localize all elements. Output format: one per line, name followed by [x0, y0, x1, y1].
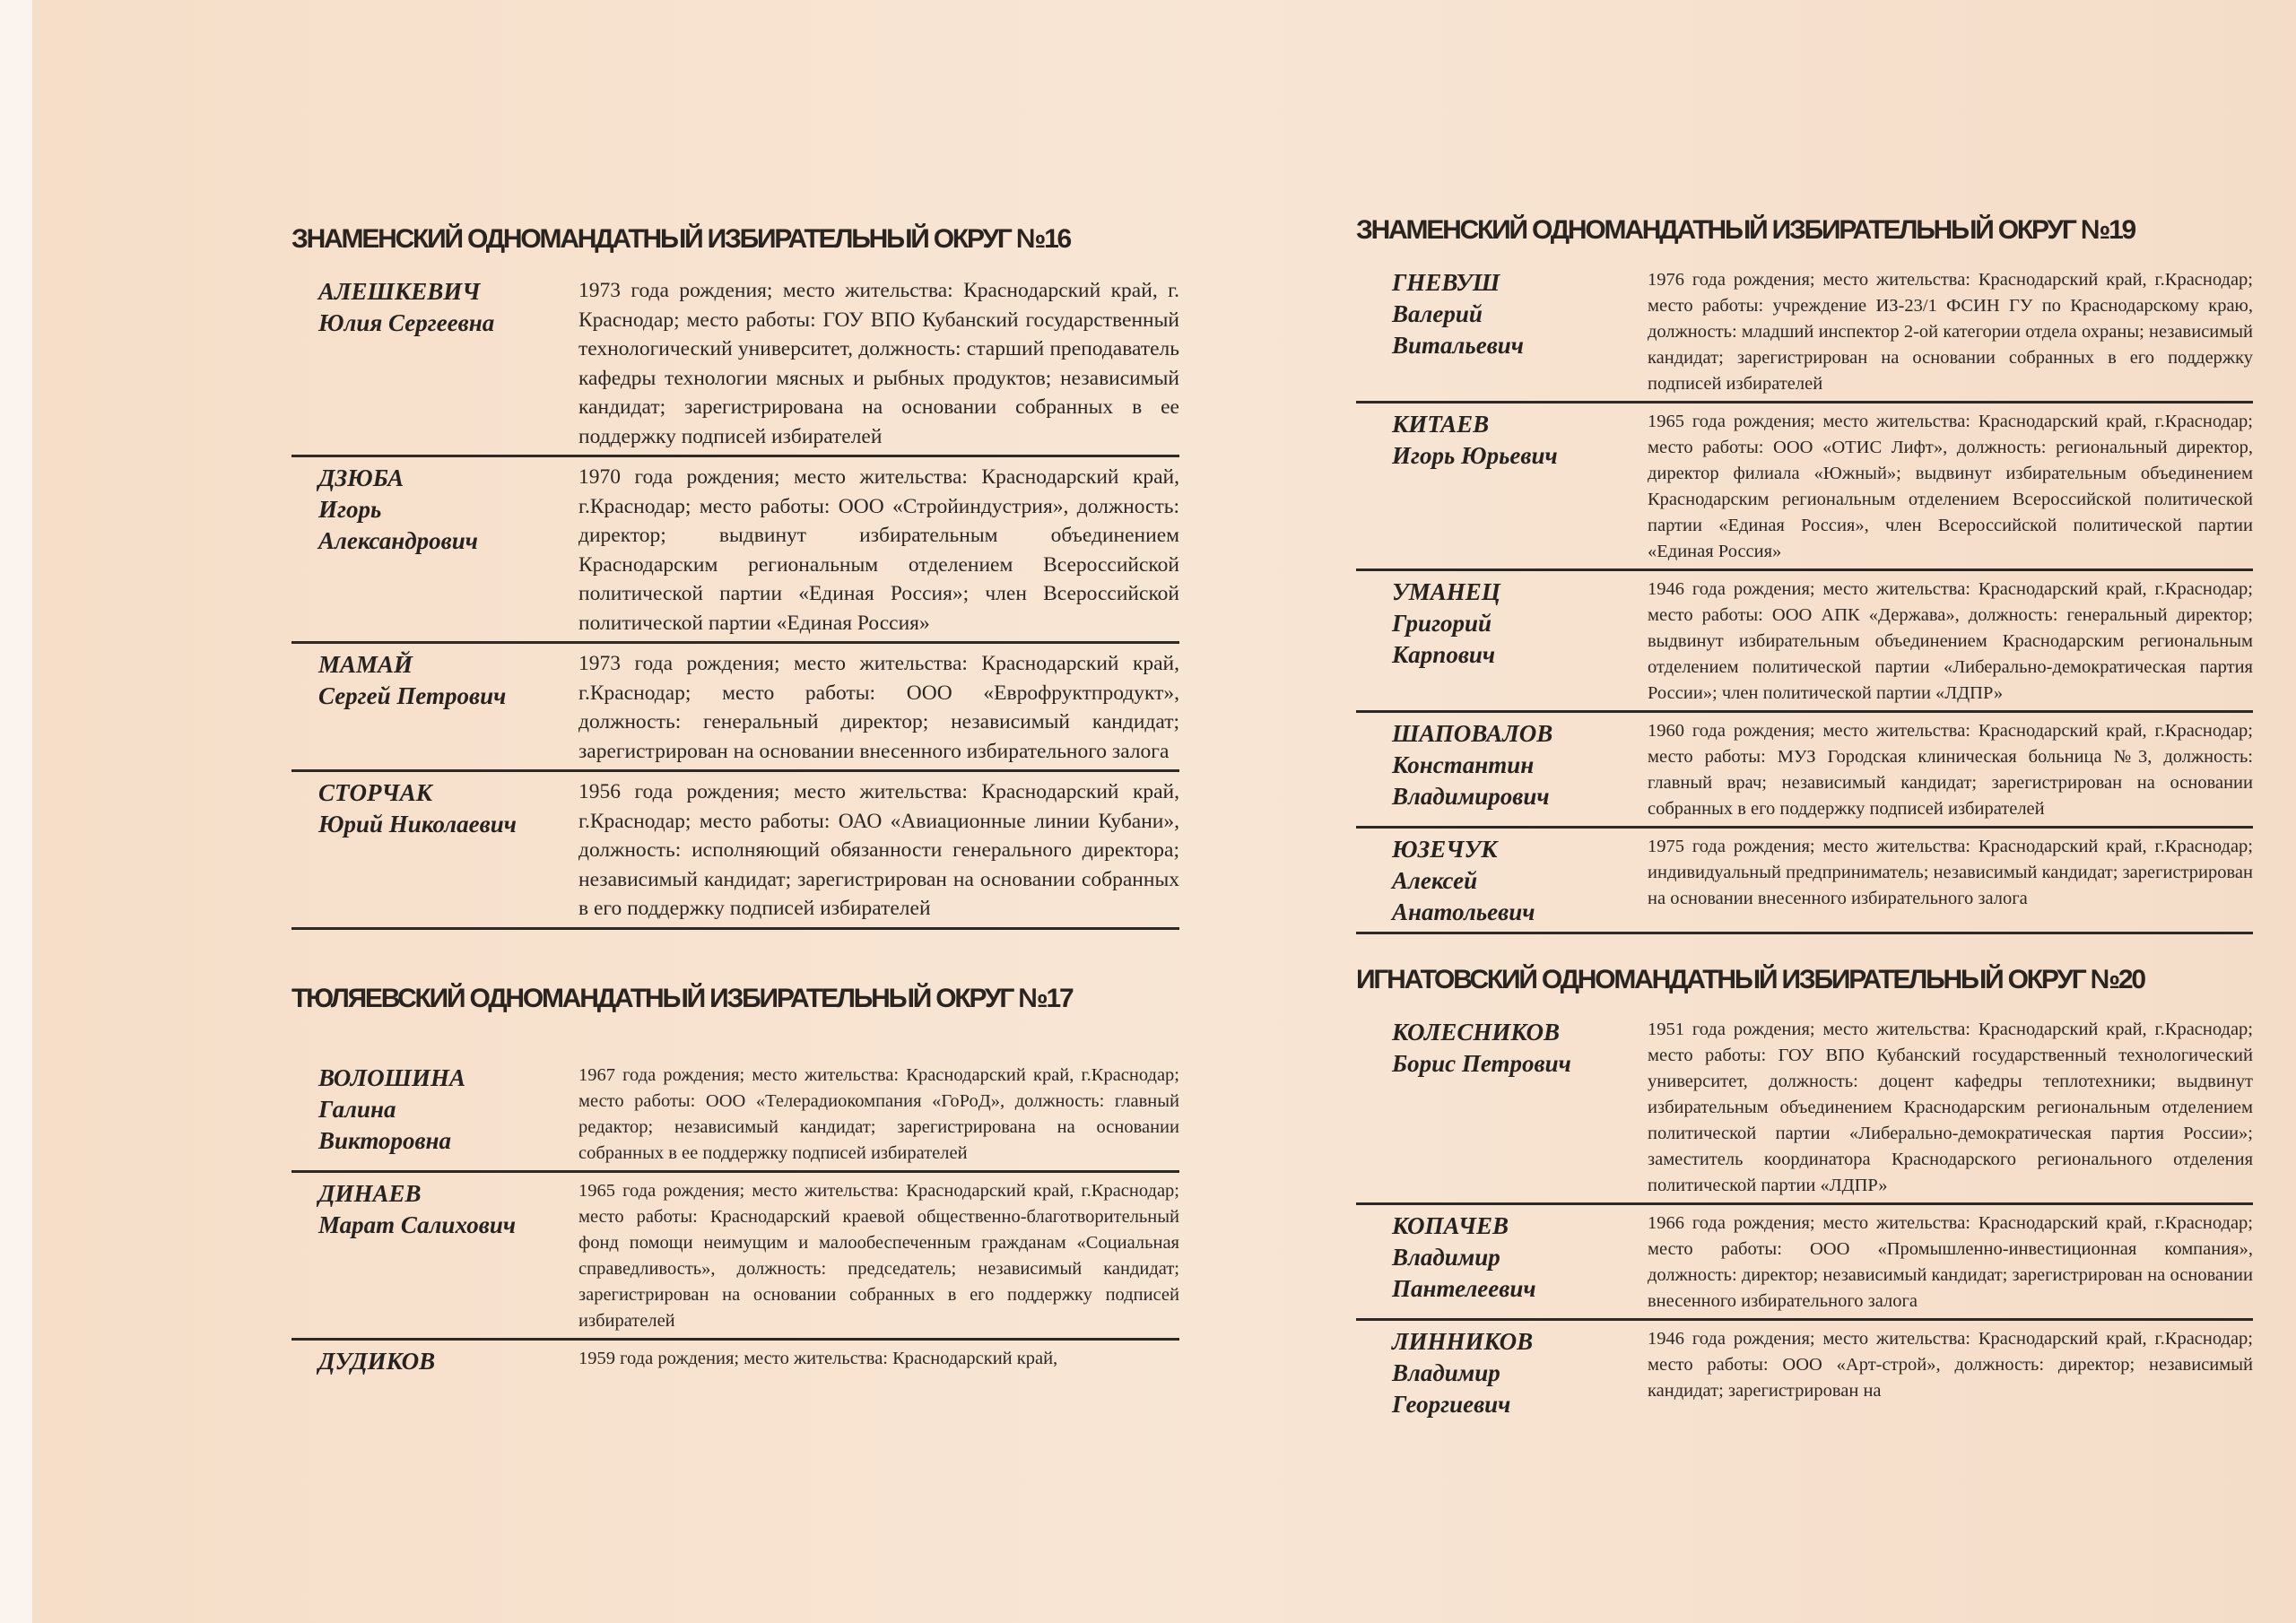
section-gap	[1356, 934, 2253, 965]
candidate-patronymic: Пантелеевич	[1392, 1275, 1536, 1302]
candidate-surname: ШАПОВАЛОВ	[1392, 720, 1553, 747]
candidate-given-name: Константин	[1392, 751, 1535, 778]
candidate-entry	[291, 772, 1179, 930]
candidate-entry	[1356, 829, 2253, 934]
candidate-given-name: Владимир	[1392, 1359, 1500, 1386]
candidate-given-name: Владимир	[1392, 1244, 1500, 1271]
candidate-given-name: Валерий	[1392, 300, 1483, 327]
candidate-surname: ЮЗЕЧУК	[1392, 836, 1498, 863]
candidate-name	[291, 1346, 578, 1377]
candidate-entry	[291, 1057, 1179, 1173]
candidate-bio: 1946 года рождения; место жительства: Краснодарский край, г.Краснодар; место работы: ООО АПК «Держава», должность: генеральный директор; выдвинут избирательным объединением Краснодарским региональным отделением политической партии «Либерально-демократическая партия России»; член политической партии «ЛДПР»	[1648, 579, 2253, 703]
candidate-surname: ВОЛОШИНА	[318, 1063, 466, 1091]
left-column	[291, 224, 1179, 1381]
candidate-surname: КОЛЕСНИКОВ	[1392, 1019, 1560, 1046]
right-column	[1356, 215, 2253, 1424]
candidate-given-name: Борис Петрович	[1392, 1050, 1571, 1077]
district-16-title: ЗНАМЕНСКИЙ ОДНОМАНДАТНЫЙ ИЗБИРАТЕЛЬНЫЙ ОКРУГ №16	[291, 224, 1071, 254]
candidate-name	[291, 276, 578, 451]
candidate-bio: 1966 года рождения; место жительства: Краснодарский край, г.Краснодар; место работы: ООО «Промышленно-инвестиционная компания», должность: директор; независимый кандидат; зарегистрирован на основании внесенного избирательного залога	[1648, 1213, 2253, 1311]
candidate-bio: 1976 года рождения; место жительства: Краснодарский край, г.Краснодар; место работы: учреждение ИЗ-23/1 ФСИН ГУ по Краснодарскому краю, должность: младший инспектор 2-ой категории отдела охраны; независимый кандидат; зарегистрирован на основании собранных в его поддержку подписей избирателей	[1648, 270, 2253, 394]
candidate-entry	[1356, 1205, 2253, 1321]
candidate-surname: УМАНЕЦ	[1392, 578, 1500, 605]
candidate-entry	[291, 1173, 1179, 1341]
candidate-name	[1356, 1211, 1648, 1315]
candidate-entry	[291, 271, 1179, 457]
candidate-name	[291, 777, 578, 924]
candidate-patronymic: Карпович	[1392, 641, 1496, 668]
candidate-given-name: Юрий Николаевич	[318, 811, 517, 838]
candidate-given-name: Игорь Юрьевич	[1392, 442, 1558, 469]
district-20-title: ИГНАТОВСКИЙ ОДНОМАНДАТНЫЙ ИЗБИРАТЕЛЬНЫЙ ОКРУГ №20	[1356, 965, 2144, 994]
candidate-patronymic: Анатольевич	[1392, 898, 1535, 925]
candidate-given-name: Григорий	[1392, 610, 1492, 637]
candidate-surname: ЛИННИКОВ	[1392, 1328, 1534, 1355]
candidate-entry	[1356, 1011, 2253, 1205]
candidate-name	[1356, 718, 1648, 822]
candidate-patronymic: Георгиевич	[1392, 1391, 1511, 1418]
section-gap	[291, 930, 1179, 984]
candidate-name	[1356, 409, 1648, 565]
candidate-given-name: Игорь	[318, 496, 382, 523]
candidate-given-name: Галина	[318, 1095, 396, 1123]
candidate-surname: ГНЕВУШ	[1392, 269, 1500, 296]
candidate-surname: ДУДИКОВ	[318, 1347, 436, 1375]
candidate-name	[291, 463, 578, 638]
district-17-title: ТЮЛЯЕВСКИЙ ОДНОМАНДАТНЫЙ ИЗБИРАТЕЛЬНЫЙ ОКРУГ №17	[291, 983, 1073, 1013]
candidate-name	[1356, 834, 1648, 928]
candidate-bio: 1973 года рождения; место жительства: Краснодарский край, г. Краснодар; место работы: ГОУ ВПО Кубанский государственный технологический университет, должность: старший преподаватель кафедры технологии мясных и рыбных продуктов; независимый кандидат; зарегистрирована на основании собранных в ее поддержку подписей избирателей	[578, 279, 1179, 448]
candidate-name	[1356, 1017, 1648, 1199]
candidate-surname: АЛЕШКЕВИЧ	[318, 278, 481, 305]
candidate-bio: 1946 года рождения; место жительства: Краснодарский край, г.Краснодар; место работы: ООО «Арт-строй», должность: директор; независимый кандидат; зарегистрирован на	[1648, 1329, 2253, 1401]
candidate-surname: ДЗЮБА	[318, 464, 404, 491]
candidate-name	[1356, 577, 1648, 707]
candidate-entry	[1356, 571, 2253, 713]
district-19-title: ЗНАМЕНСКИЙ ОДНОМАНДАТНЫЙ ИЗБИРАТЕЛЬНЫЙ ОКРУГ №19	[1356, 215, 2135, 245]
candidate-entry	[291, 644, 1179, 772]
candidate-entry	[1356, 1321, 2253, 1424]
candidate-bio: 1965 года рождения; место жительства: Краснодарский край, г.Краснодар; место работы: Краснодарский краевой общественно-благотворительный фонд помощи неимущим и малообеспеченным гражданам «Социальная справедливость», должность: председатель; независимый кандидат; зарегистрирован на основании собранных в его поддержку подписей избирателей	[578, 1180, 1179, 1331]
candidate-name	[1356, 1326, 1648, 1420]
candidate-entry	[291, 1341, 1179, 1381]
candidate-entry	[1356, 404, 2253, 571]
candidate-bio: 1965 года рождения; место жительства: Краснодарский край, г.Краснодар; место работы: ООО «ОТИС Лифт», должность: региональный директор, директор филиала «Южный»; выдвинут избирательным объединением Краснодарским региональным отделением Всероссийской политической партии «Единая Россия», член Всероссийской политической партии «Единая Россия»	[1648, 412, 2253, 561]
candidate-bio: 1951 года рождения; место жительства: Краснодарский край, г.Краснодар; место работы: ГОУ ВПО Кубанский государственный технологический университет, должность: доцент кафедры теплотехники; выдвинут избирательным объединением Краснодарским региональным отделением политической партии «Либерально-демократическая партия России»; заместитель координатора Краснодарского регионального отделения политической партии «ЛДПР»	[1648, 1020, 2253, 1195]
candidate-entry	[291, 457, 1179, 644]
candidate-bio: 1956 года рождения; место жительства: Краснодарский край, г.Краснодар; место работы: ОАО «Авиационные линии Кубани», должность: исполняющий обязанности генерального директора; независимый кандидат; зарегистрирован на основании собранных в его поддержку подписей избирателей	[578, 780, 1179, 920]
candidate-surname: ДИНАЕВ	[318, 1179, 422, 1207]
candidate-surname: СТОРЧАК	[318, 779, 433, 806]
candidate-entry	[1356, 262, 2253, 404]
candidate-entry	[1356, 713, 2253, 829]
candidate-surname: КИТАЕВ	[1392, 411, 1490, 438]
candidate-surname: МАМАЙ	[318, 651, 413, 678]
candidate-patronymic: Витальевич	[1392, 332, 1524, 359]
candidate-bio: 1970 года рождения; место жительства: Краснодарский край, г.Краснодар; место работы: ООО «Стройиндустрия», должность: директор; выдвинут избирательным объединением Краснодарским региональным отделением Всероссийской политической партии «Единая Россия»; член Всероссийской политической партии «Единая Россия»	[578, 465, 1179, 635]
candidate-given-name: Сергей Петрович	[318, 682, 507, 709]
candidate-name	[291, 649, 578, 766]
candidate-name	[1356, 267, 1648, 397]
paper-edge	[0, 0, 32, 1623]
candidate-surname: КОПАЧЕВ	[1392, 1212, 1509, 1239]
candidate-bio: 1973 года рождения; место жительства: Краснодарский край, г.Краснодар; место работы: ООО «Еврофруктпродукт», должность: генеральный директор; независимый кандидат; зарегистрирован на основании внесенного избирательного залога	[578, 652, 1179, 763]
candidate-patronymic: Владимирович	[1392, 783, 1550, 810]
candidate-given-name: Юлия Сергеевна	[318, 309, 495, 336]
candidate-name	[291, 1063, 578, 1167]
candidate-bio: 1967 года рождения; место жительства: Краснодарский край, г.Краснодар; место работы: ООО «Телерадиокомпания «ГоРоД», должность: главный редактор; независимый кандидат; зарегистрирована на основании собранных в ее поддержку подписей избирателей	[578, 1064, 1179, 1163]
candidate-given-name: Алексей	[1392, 867, 1478, 894]
candidate-bio: 1959 года рождения; место жительства: Краснодарский край,	[578, 1348, 1058, 1368]
candidate-patronymic: Викторовна	[318, 1126, 452, 1154]
candidate-given-name: Марат Салихович	[318, 1211, 517, 1238]
candidate-bio: 1975 года рождения; место жительства: Краснодарский край, г.Краснодар; индивидуальный предприниматель; независимый кандидат; зарегистрирован на основании внесенного избирательного залога	[1648, 837, 2253, 908]
candidate-bio: 1960 года рождения; место жительства: Краснодарский край, г.Краснодар; место работы: МУЗ Городская клиническая больница №3, должность: главный врач; независимый кандидат; зарегистрирован на основании собранных в его поддержку подписей избирателей	[1648, 721, 2253, 819]
candidate-name	[291, 1178, 578, 1334]
candidate-patronymic: Александрович	[318, 527, 478, 554]
